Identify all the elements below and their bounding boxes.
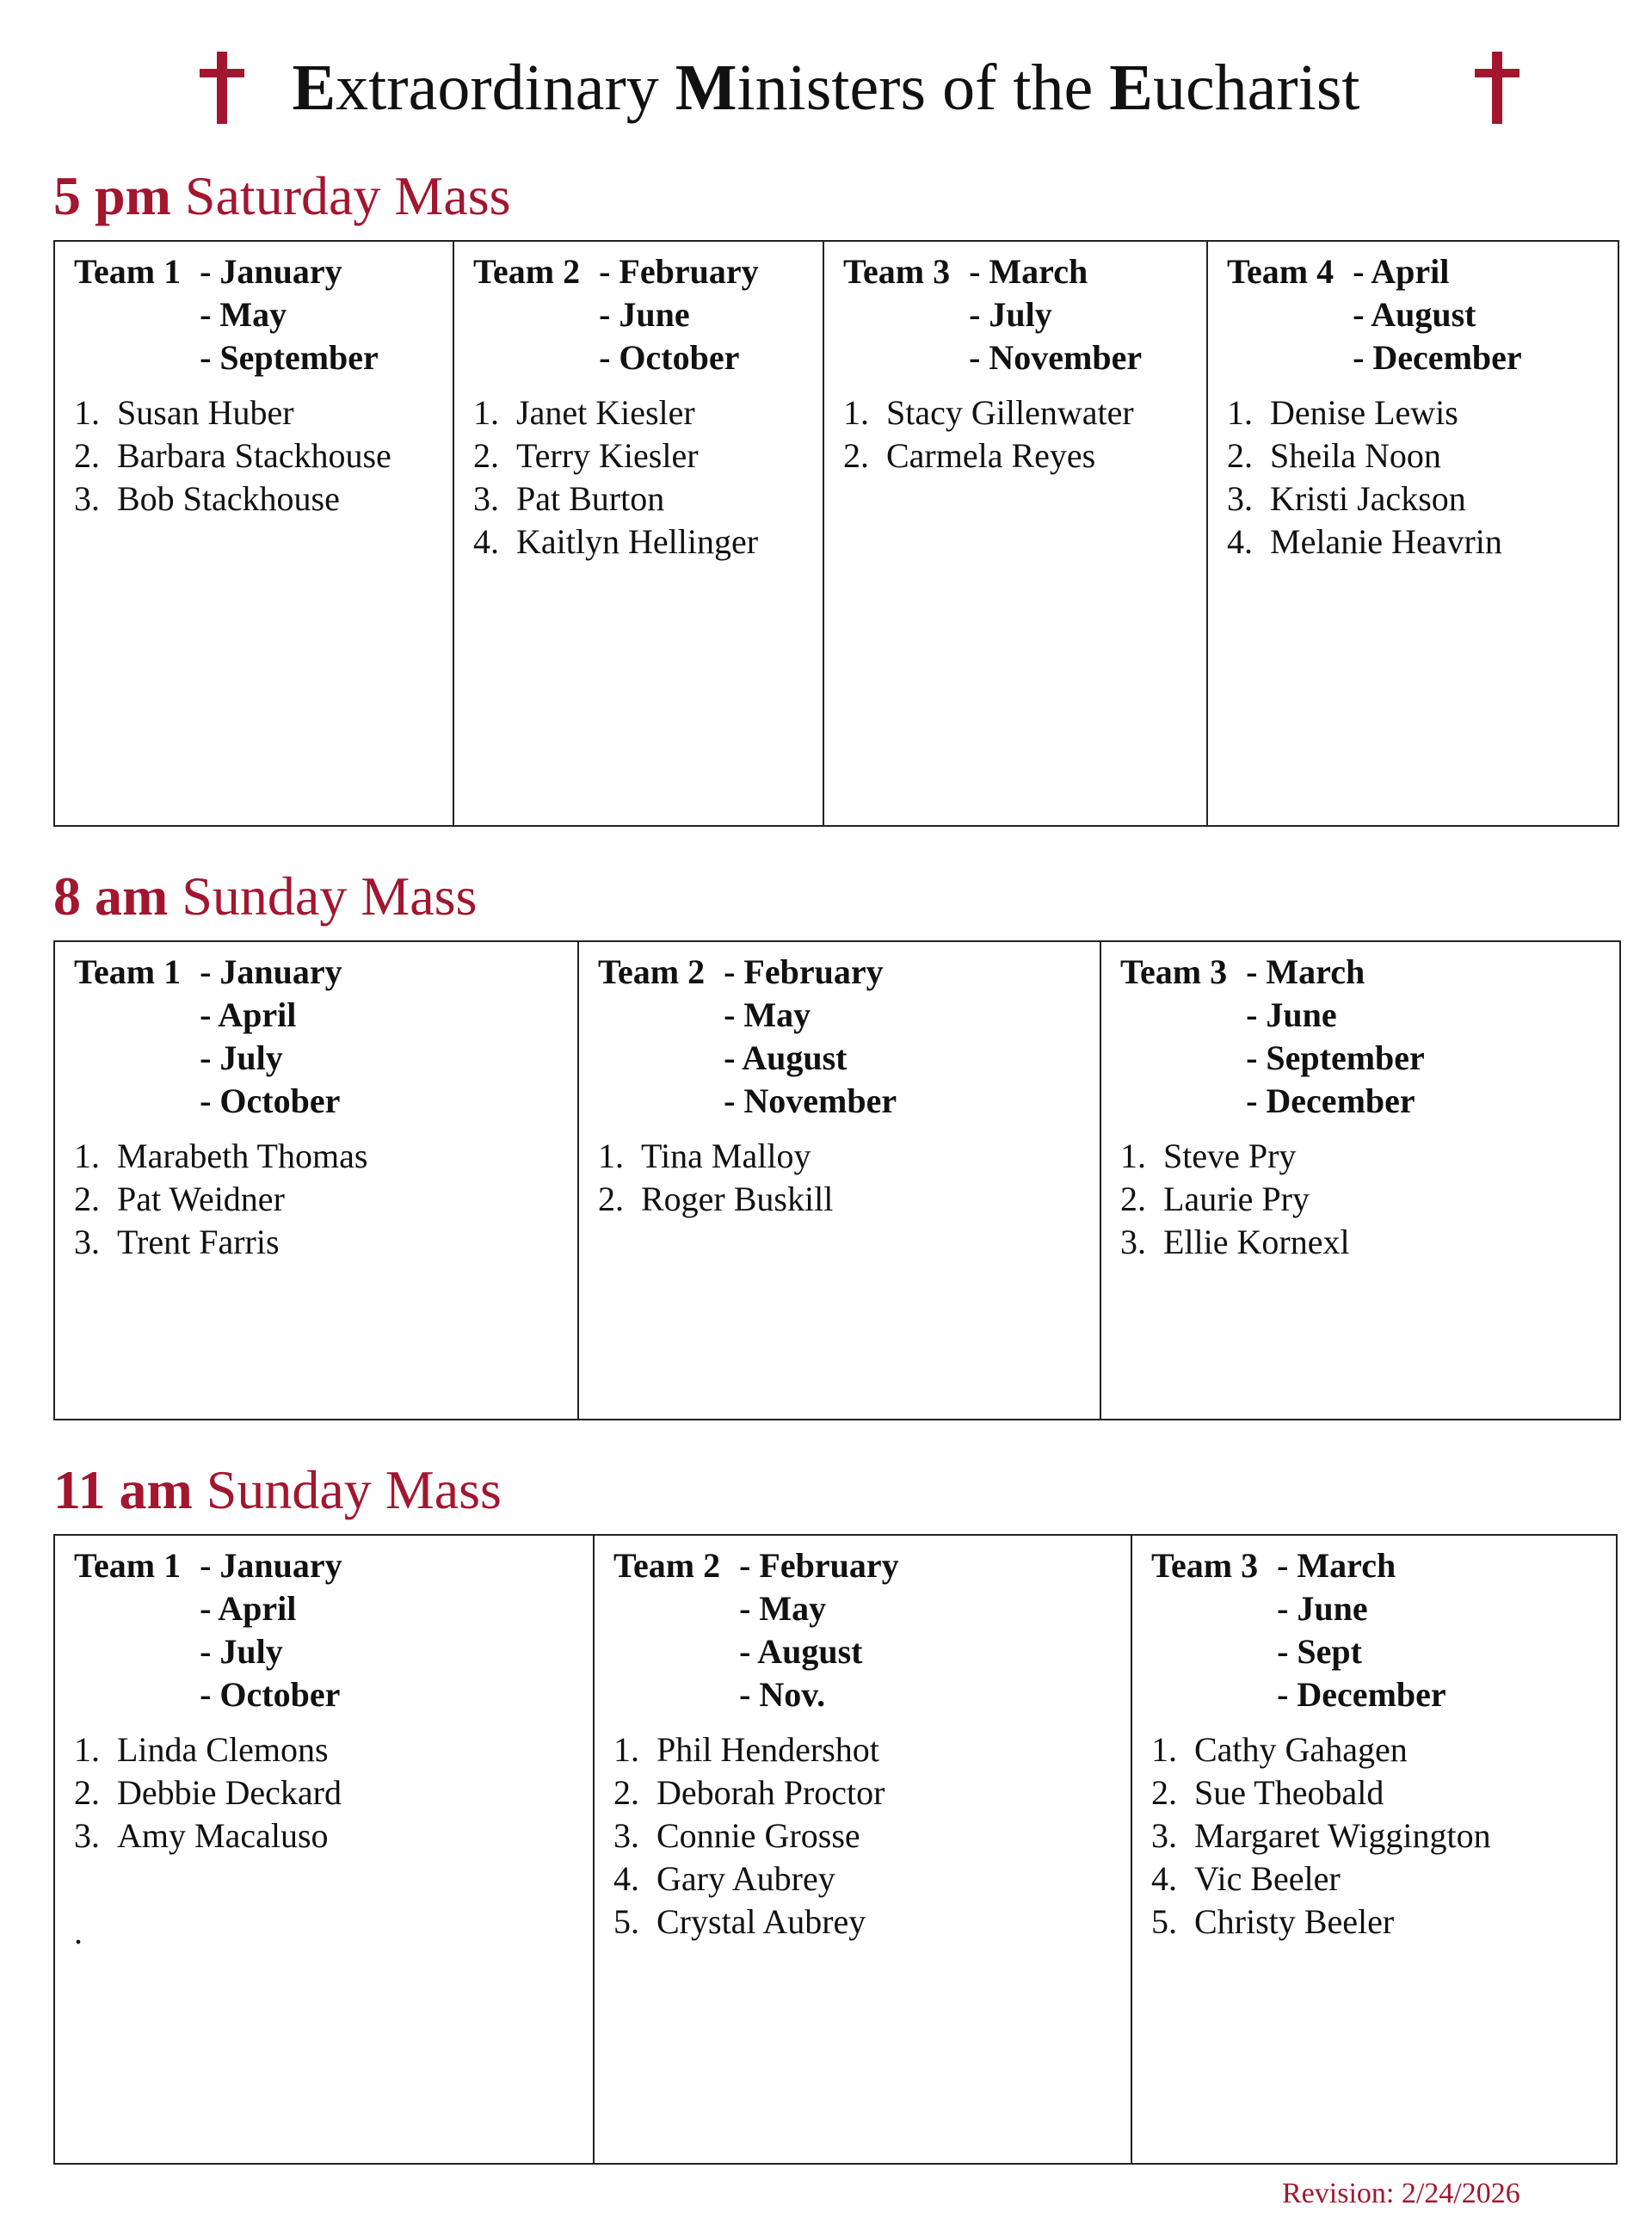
section-heading-sunday-8am bbox=[53, 864, 477, 929]
member-item bbox=[1120, 1221, 1619, 1264]
stray-mark: . bbox=[74, 1913, 83, 1951]
member-list bbox=[74, 1135, 577, 1264]
member-name: Barbara Stackhouse bbox=[117, 436, 391, 475]
member-name: Bob Stackhouse bbox=[117, 479, 340, 518]
team-cell bbox=[55, 1536, 593, 2163]
member-number: 4. bbox=[1151, 1859, 1177, 1898]
member-item bbox=[74, 391, 453, 434]
title-text: inisters of the bbox=[737, 52, 1110, 124]
member-name: Ellie Kornexl bbox=[1163, 1223, 1350, 1261]
member-item bbox=[74, 1814, 593, 1857]
team-month: - Sept bbox=[1277, 1632, 1362, 1671]
team-header bbox=[74, 250, 453, 379]
member-number: 2. bbox=[598, 1180, 624, 1218]
member-list bbox=[1227, 391, 1618, 564]
section-heading-sunday-11am bbox=[53, 1457, 502, 1523]
schedule-table-saturday-5pm bbox=[53, 240, 1619, 827]
member-item bbox=[473, 521, 823, 564]
member-item bbox=[74, 1221, 577, 1264]
team-month: - July bbox=[969, 295, 1052, 334]
member-number: 3. bbox=[1120, 1223, 1146, 1261]
member-number: 2. bbox=[473, 436, 499, 475]
member-item bbox=[1227, 521, 1618, 564]
title-text: xtraordinary bbox=[336, 52, 675, 124]
team-months bbox=[950, 250, 1142, 379]
team-month: - March bbox=[1246, 952, 1365, 991]
member-item bbox=[473, 434, 823, 477]
team-month: - February bbox=[739, 1546, 899, 1585]
member-list bbox=[598, 1135, 1100, 1221]
member-item bbox=[74, 1178, 577, 1221]
member-number: 3. bbox=[1151, 1816, 1177, 1855]
team-header bbox=[1151, 1544, 1616, 1716]
team-month: - May bbox=[724, 995, 811, 1034]
team-cell bbox=[593, 1536, 1131, 2163]
member-name: Pat Weidner bbox=[117, 1180, 285, 1218]
member-number: 1. bbox=[613, 1730, 639, 1769]
team-months bbox=[1227, 951, 1425, 1123]
member-name: Kristi Jackson bbox=[1270, 479, 1466, 518]
member-name: Laurie Pry bbox=[1163, 1180, 1310, 1218]
member-name: Stacy Gillenwater bbox=[886, 393, 1134, 432]
team-month: - February bbox=[599, 252, 759, 291]
member-number: 2. bbox=[74, 1180, 100, 1218]
member-number: 1. bbox=[1151, 1730, 1177, 1769]
member-item bbox=[1227, 477, 1618, 521]
team-month: - October bbox=[200, 1675, 341, 1714]
team-months bbox=[705, 951, 897, 1123]
team-month: - April bbox=[200, 995, 297, 1034]
team-months bbox=[1258, 1544, 1446, 1716]
mass-time: 5 pm bbox=[53, 165, 171, 226]
title-initial: E bbox=[292, 52, 336, 124]
team-month: - April bbox=[200, 1589, 297, 1628]
member-number: 2. bbox=[843, 436, 869, 475]
member-number: 3. bbox=[74, 1223, 100, 1261]
member-number: 3. bbox=[74, 479, 100, 518]
team-months bbox=[181, 951, 342, 1123]
member-item bbox=[613, 1814, 1131, 1857]
team-month: - June bbox=[599, 295, 690, 334]
team-month: - December bbox=[1246, 1081, 1415, 1120]
team-month: - October bbox=[200, 1081, 341, 1120]
team-cell bbox=[577, 942, 1100, 1419]
member-name: Sheila Noon bbox=[1270, 436, 1441, 475]
section-heading-saturday-5pm bbox=[53, 163, 511, 229]
team-cell bbox=[55, 242, 453, 825]
team-month: - August bbox=[739, 1632, 863, 1671]
mass-name: Saturday Mass bbox=[184, 165, 511, 226]
member-item bbox=[74, 1728, 593, 1771]
team-label: Team 4 bbox=[1227, 252, 1335, 291]
member-name: Cathy Gahagen bbox=[1194, 1730, 1408, 1769]
member-name: Marabeth Thomas bbox=[117, 1137, 368, 1175]
team-month: - March bbox=[1277, 1546, 1396, 1585]
member-item bbox=[1120, 1135, 1619, 1178]
member-list bbox=[1120, 1135, 1619, 1264]
member-name: Vic Beeler bbox=[1194, 1859, 1341, 1898]
member-name: Crystal Aubrey bbox=[656, 1902, 866, 1941]
team-label: Team 2 bbox=[598, 952, 706, 991]
member-name: Amy Macaluso bbox=[117, 1816, 329, 1855]
team-month: - December bbox=[1277, 1675, 1446, 1714]
team-label: Team 3 bbox=[843, 252, 951, 291]
member-number: 2. bbox=[74, 1773, 100, 1812]
member-number: 4. bbox=[1227, 522, 1253, 561]
member-number: 5. bbox=[613, 1902, 639, 1941]
member-item bbox=[473, 477, 823, 521]
member-list bbox=[843, 391, 1206, 477]
team-label: Team 1 bbox=[74, 252, 182, 291]
member-number: 4. bbox=[613, 1859, 639, 1898]
member-name: Connie Grosse bbox=[656, 1816, 860, 1855]
team-months bbox=[1334, 250, 1522, 379]
member-name: Terry Kiesler bbox=[516, 436, 699, 475]
team-months bbox=[181, 250, 379, 379]
team-months bbox=[580, 250, 759, 379]
schedule-table-sunday-11am bbox=[53, 1534, 1618, 2165]
title-text: ucharist bbox=[1152, 52, 1360, 124]
member-item bbox=[74, 477, 453, 521]
member-name: Deborah Proctor bbox=[656, 1773, 885, 1812]
team-month: - August bbox=[1353, 295, 1476, 334]
member-number: 2. bbox=[1120, 1180, 1146, 1218]
member-number: 5. bbox=[1151, 1902, 1177, 1941]
member-item bbox=[1120, 1178, 1619, 1221]
team-month: - November bbox=[724, 1081, 897, 1120]
team-month: - April bbox=[1353, 252, 1450, 291]
member-name: Susan Huber bbox=[117, 393, 294, 432]
member-name: Kaitlyn Hellinger bbox=[516, 522, 759, 561]
member-number: 2. bbox=[613, 1773, 639, 1812]
member-number: 2. bbox=[1151, 1773, 1177, 1812]
member-number: 1. bbox=[598, 1137, 624, 1175]
member-number: 3. bbox=[74, 1816, 100, 1855]
team-header bbox=[613, 1544, 1131, 1716]
member-list bbox=[1151, 1728, 1616, 1944]
mass-name: Sunday Mass bbox=[206, 1459, 502, 1520]
team-month: - June bbox=[1277, 1589, 1368, 1628]
page-title bbox=[0, 45, 1652, 131]
schedule-table-sunday-8am bbox=[53, 940, 1621, 1420]
team-cell bbox=[1131, 1536, 1616, 2163]
member-item bbox=[74, 1135, 577, 1178]
team-cell bbox=[453, 242, 823, 825]
member-item bbox=[74, 434, 453, 477]
team-month: - October bbox=[599, 338, 740, 377]
team-label: Team 1 bbox=[74, 1546, 182, 1585]
member-list bbox=[74, 391, 453, 521]
member-item bbox=[613, 1771, 1131, 1814]
member-name: Steve Pry bbox=[1163, 1137, 1297, 1175]
team-header bbox=[74, 1544, 593, 1716]
team-label: Team 2 bbox=[473, 252, 581, 291]
member-item bbox=[1227, 434, 1618, 477]
team-label: Team 1 bbox=[74, 952, 182, 991]
member-name: Christy Beeler bbox=[1194, 1902, 1395, 1941]
member-item bbox=[1151, 1728, 1616, 1771]
member-list bbox=[473, 391, 823, 564]
team-cell bbox=[1206, 242, 1618, 825]
member-name: Trent Farris bbox=[117, 1223, 280, 1261]
title-initial: M bbox=[675, 52, 737, 124]
member-item bbox=[843, 434, 1206, 477]
member-name: Linda Clemons bbox=[117, 1730, 329, 1769]
member-name: Phil Hendershot bbox=[656, 1730, 879, 1769]
member-name: Tina Malloy bbox=[641, 1137, 811, 1175]
mass-time: 8 am bbox=[53, 866, 169, 927]
member-number: 1. bbox=[473, 393, 499, 432]
member-name: Gary Aubrey bbox=[656, 1859, 835, 1898]
team-month: - January bbox=[200, 1546, 342, 1585]
title-initial: E bbox=[1109, 52, 1153, 124]
member-number: 1. bbox=[74, 1730, 100, 1769]
team-month: - November bbox=[969, 338, 1143, 377]
member-number: 1. bbox=[74, 1137, 100, 1175]
team-month: - January bbox=[200, 952, 342, 991]
member-name: Margaret Wiggington bbox=[1194, 1816, 1491, 1855]
team-header bbox=[598, 951, 1100, 1123]
member-number: 3. bbox=[1227, 479, 1253, 518]
team-header bbox=[1120, 951, 1619, 1123]
team-month: - May bbox=[200, 295, 287, 334]
team-month: - July bbox=[200, 1632, 283, 1671]
member-name: Janet Kiesler bbox=[516, 393, 695, 432]
team-label: Team 3 bbox=[1120, 952, 1228, 991]
member-item bbox=[613, 1728, 1131, 1771]
team-month: - June bbox=[1246, 995, 1337, 1034]
team-header bbox=[843, 250, 1206, 379]
team-month: - January bbox=[200, 252, 342, 291]
member-item bbox=[613, 1901, 1131, 1944]
team-cell bbox=[55, 942, 577, 1419]
member-item bbox=[598, 1178, 1100, 1221]
member-name: Debbie Deckard bbox=[117, 1773, 342, 1812]
member-name: Melanie Heavrin bbox=[1270, 522, 1502, 561]
mass-name: Sunday Mass bbox=[182, 866, 478, 927]
team-month: - Nov. bbox=[739, 1675, 826, 1714]
team-month: - March bbox=[969, 252, 1088, 291]
member-number: 1. bbox=[843, 393, 869, 432]
member-item bbox=[598, 1135, 1100, 1178]
team-header bbox=[74, 951, 577, 1123]
member-item bbox=[1151, 1901, 1616, 1944]
member-number: 2. bbox=[1227, 436, 1253, 475]
team-cell bbox=[823, 242, 1206, 825]
latin-cross-icon bbox=[1471, 52, 1523, 124]
member-number: 2. bbox=[74, 436, 100, 475]
member-name: Pat Burton bbox=[516, 479, 665, 518]
team-month: - August bbox=[724, 1038, 848, 1077]
member-item bbox=[1151, 1857, 1616, 1901]
member-item bbox=[1227, 391, 1618, 434]
team-cell bbox=[1100, 942, 1619, 1419]
team-month: - May bbox=[739, 1589, 827, 1628]
member-name: Sue Theobald bbox=[1194, 1773, 1384, 1812]
team-month: - September bbox=[1246, 1038, 1425, 1077]
member-item bbox=[1151, 1771, 1616, 1814]
team-months bbox=[181, 1544, 342, 1716]
member-item bbox=[1151, 1814, 1616, 1857]
member-number: 1. bbox=[1227, 393, 1253, 432]
team-label: Team 3 bbox=[1151, 1546, 1259, 1585]
member-number: 3. bbox=[613, 1816, 639, 1855]
member-item bbox=[473, 391, 823, 434]
team-month: - July bbox=[200, 1038, 283, 1077]
team-label: Team 2 bbox=[613, 1546, 721, 1585]
member-name: Roger Buskill bbox=[641, 1180, 834, 1218]
team-header bbox=[1227, 250, 1618, 379]
team-month: - December bbox=[1353, 338, 1522, 377]
member-number: 1. bbox=[1120, 1137, 1146, 1175]
member-number: 4. bbox=[473, 522, 499, 561]
member-list bbox=[613, 1728, 1131, 1944]
team-month: - September bbox=[200, 338, 379, 377]
member-item bbox=[843, 391, 1206, 434]
member-item bbox=[74, 1771, 593, 1814]
team-month: - February bbox=[724, 952, 884, 991]
member-item bbox=[613, 1857, 1131, 1901]
member-list bbox=[74, 1728, 593, 1857]
team-header bbox=[473, 250, 823, 379]
team-months bbox=[720, 1544, 899, 1716]
mass-time: 11 am bbox=[53, 1459, 193, 1520]
revision-note: Revision: 2/24/2026 bbox=[1282, 2178, 1520, 2209]
member-number: 1. bbox=[74, 393, 100, 432]
member-number: 3. bbox=[473, 479, 499, 518]
member-name: Denise Lewis bbox=[1270, 393, 1458, 432]
member-name: Carmela Reyes bbox=[886, 436, 1096, 475]
